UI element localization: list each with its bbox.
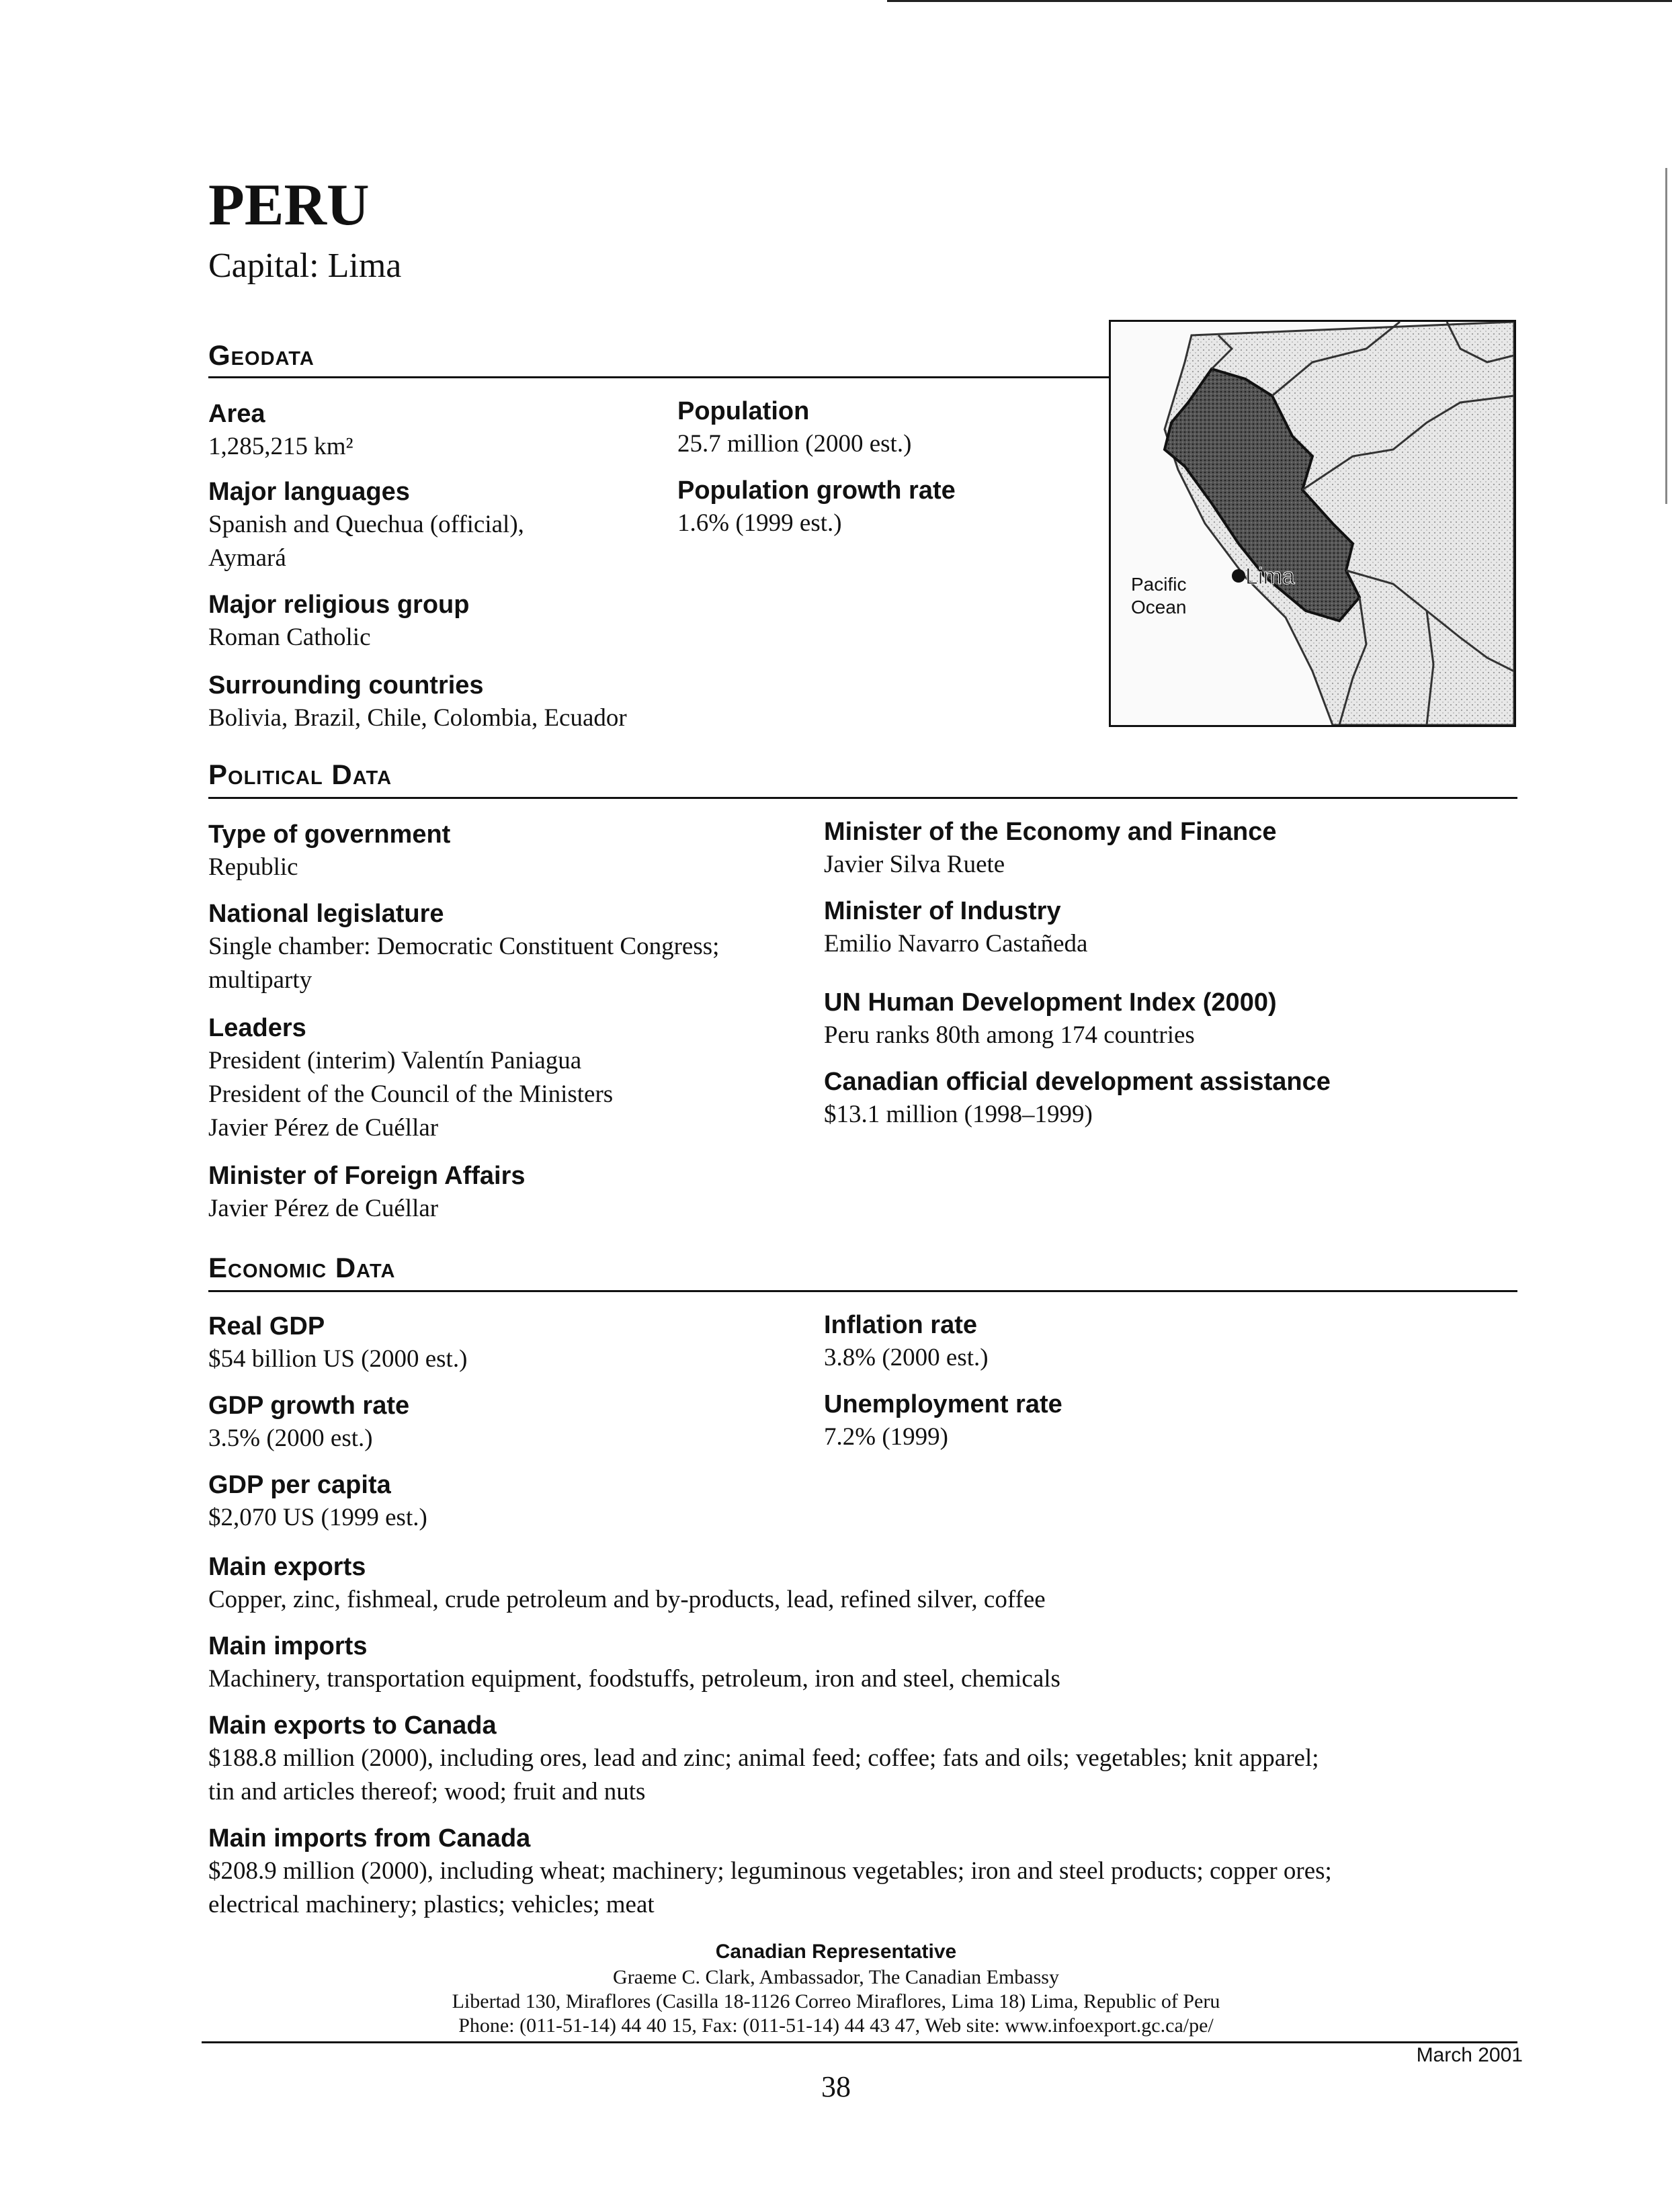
rep-line-2: Libertad 130, Miraflores (Casilla 18-1126 Correo Miraflores, Lima 18) Lima, Republic of Peru: [452, 1990, 1220, 2012]
leaders-value-1: President (interim) Valentín Paniagua: [208, 1047, 582, 1074]
economy-minister-field: [824, 816, 1277, 882]
imports-field: [208, 1630, 1060, 1696]
economic-rule: [208, 1290, 1517, 1292]
growth-label: Population growth rate: [677, 476, 956, 505]
gdp-per-capita-value: $2,070 US (1999 est.): [208, 1504, 427, 1531]
gdp-growth-label: GDP growth rate: [208, 1392, 410, 1420]
inflation-label: Inflation rate: [824, 1311, 978, 1339]
lima-label: Lima: [1245, 564, 1295, 589]
page-title: PERU: [208, 173, 370, 238]
gdp-per-capita-label: GDP per capita: [208, 1471, 391, 1499]
inflation-field: [824, 1309, 989, 1375]
exports-canada-field: [208, 1709, 1319, 1809]
oda-field: [824, 1066, 1331, 1132]
surrounding-value: Bolivia, Brazil, Chile, Colombia, Ecuador: [208, 704, 627, 732]
peru-map-image: [1111, 322, 1514, 725]
area-value: 1,285,215 km²: [208, 433, 353, 460]
rep-line-3: Phone: (011-51-14) 44 40 15, Fax: (011-51-14) 44 43 47, Web site: www.infoexport.gc.ca/pe/: [458, 2014, 1214, 2037]
gdp-field: [208, 1310, 467, 1376]
hdi-field: [824, 986, 1277, 1052]
population-label: Population: [677, 397, 810, 425]
foreign-field: [208, 1160, 526, 1226]
inflation-value: 3.8% (2000 est.): [824, 1344, 989, 1371]
exports-canada-value-2: tin and articles thereof; wood; fruit and nuts: [208, 1778, 646, 1805]
growth-field: [677, 474, 956, 540]
gov-value: Republic: [208, 853, 298, 881]
population-value: 25.7 million (2000 est.): [677, 430, 912, 458]
oda-label: Canadian official development assistance: [824, 1068, 1331, 1096]
leaders-value-2: President of the Council of the Ministers: [208, 1080, 614, 1108]
exports-value: Copper, zinc, fishmeal, crude petroleum and by-products, lead, refined silver, coffee: [208, 1586, 1046, 1613]
capital-subtitle: Capital: Lima: [208, 247, 402, 285]
political-rule: [208, 797, 1517, 799]
industry-value: Emilio Navarro Castañeda: [824, 930, 1088, 958]
ocean-label-2: Ocean: [1131, 597, 1187, 618]
leaders-field: [208, 1012, 613, 1145]
legislature-field: [208, 898, 719, 997]
ocean-label-1: Pacific: [1131, 574, 1187, 595]
gov-label: Type of government: [208, 820, 451, 849]
area-label: Area: [208, 400, 265, 428]
imports-canada-value-1: $208.9 million (2000), including wheat; machinery; leguminous vegetables; iron and steel products; copper ores;: [208, 1857, 1332, 1885]
unemployment-field: [824, 1388, 1062, 1454]
scan-edge-right: [1665, 168, 1667, 504]
unemployment-label: Unemployment rate: [824, 1390, 1062, 1418]
peru-map: [1109, 320, 1516, 727]
gdp-value: $54 billion US (2000 est.): [208, 1345, 468, 1373]
imports-canada-field: [208, 1822, 1332, 1922]
population-field: [677, 395, 911, 461]
canadian-representative: [0, 1939, 1672, 2038]
religion-field: [208, 589, 469, 654]
legislature-value-2: multiparty: [208, 966, 312, 994]
gdp-per-capita-field: [208, 1469, 427, 1535]
gdp-growth-field: [208, 1390, 409, 1455]
exports-canada-label: Main exports to Canada: [208, 1711, 497, 1740]
exports-canada-value-1: $188.8 million (2000), including ores, lead and zinc; animal feed; coffee; fats and oils; vegetables; knit apparel;: [208, 1744, 1319, 1772]
hdi-value: Peru ranks 80th among 174 countries: [824, 1021, 1195, 1049]
legislature-label: National legislature: [208, 900, 444, 928]
page-number: 38: [821, 2070, 851, 2103]
rep-line-1: Graeme C. Clark, Ambassador, The Canadian Embassy: [613, 1966, 1059, 1988]
imports-value: Machinery, transportation equipment, foodstuffs, petroleum, iron and steel, chemicals: [208, 1665, 1060, 1693]
leaders-label: Leaders: [208, 1014, 306, 1042]
unemployment-value: 7.2% (1999): [824, 1423, 948, 1451]
foreign-label: Minister of Foreign Affairs: [208, 1162, 526, 1190]
surrounding-field: [208, 669, 627, 735]
gov-field: [208, 818, 450, 884]
industry-label: Minister of Industry: [824, 897, 1061, 925]
legislature-value-1: Single chamber: Democratic Constituent Congress;: [208, 933, 720, 960]
industry-field: [824, 895, 1087, 961]
footer-rule: [202, 2041, 1517, 2043]
languages-field: [208, 476, 524, 575]
exports-label: Main exports: [208, 1553, 366, 1581]
imports-canada-value-2: electrical machinery; plastics; vehicles; meat: [208, 1891, 655, 1918]
oda-value: $13.1 million (1998–1999): [824, 1101, 1093, 1128]
political-heading: Political Data: [208, 759, 392, 790]
languages-value-2: Aymará: [208, 544, 286, 572]
leaders-value-3: Javier Pérez de Cuéllar: [208, 1114, 439, 1142]
economy-minister-value: Javier Silva Ruete: [824, 851, 1005, 878]
imports-label: Main imports: [208, 1632, 368, 1660]
rep-title: Canadian Representative: [715, 1941, 957, 1963]
economy-minister-label: Minister of the Economy and Finance: [824, 818, 1277, 846]
publication-date: March 2001: [1416, 2044, 1523, 2066]
growth-value: 1.6% (1999 est.): [677, 509, 842, 537]
religion-label: Major religious group: [208, 591, 470, 619]
imports-canada-label: Main imports from Canada: [208, 1824, 531, 1853]
scan-edge-top: [887, 0, 1672, 2]
geodata-rule: [208, 376, 1109, 378]
gdp-label: Real GDP: [208, 1312, 325, 1341]
religion-value: Roman Catholic: [208, 624, 371, 651]
economic-heading: Economic Data: [208, 1252, 396, 1283]
languages-value-1: Spanish and Quechua (official),: [208, 511, 524, 538]
foreign-value: Javier Pérez de Cuéllar: [208, 1195, 439, 1222]
lima-marker: [1232, 569, 1245, 583]
languages-label: Major languages: [208, 478, 410, 506]
surrounding-label: Surrounding countries: [208, 671, 484, 699]
hdi-label: UN Human Development Index (2000): [824, 988, 1277, 1017]
geodata-heading: Geodata: [208, 339, 315, 371]
exports-field: [208, 1551, 1046, 1617]
gdp-growth-value: 3.5% (2000 est.): [208, 1424, 373, 1452]
area-field: [208, 398, 353, 464]
